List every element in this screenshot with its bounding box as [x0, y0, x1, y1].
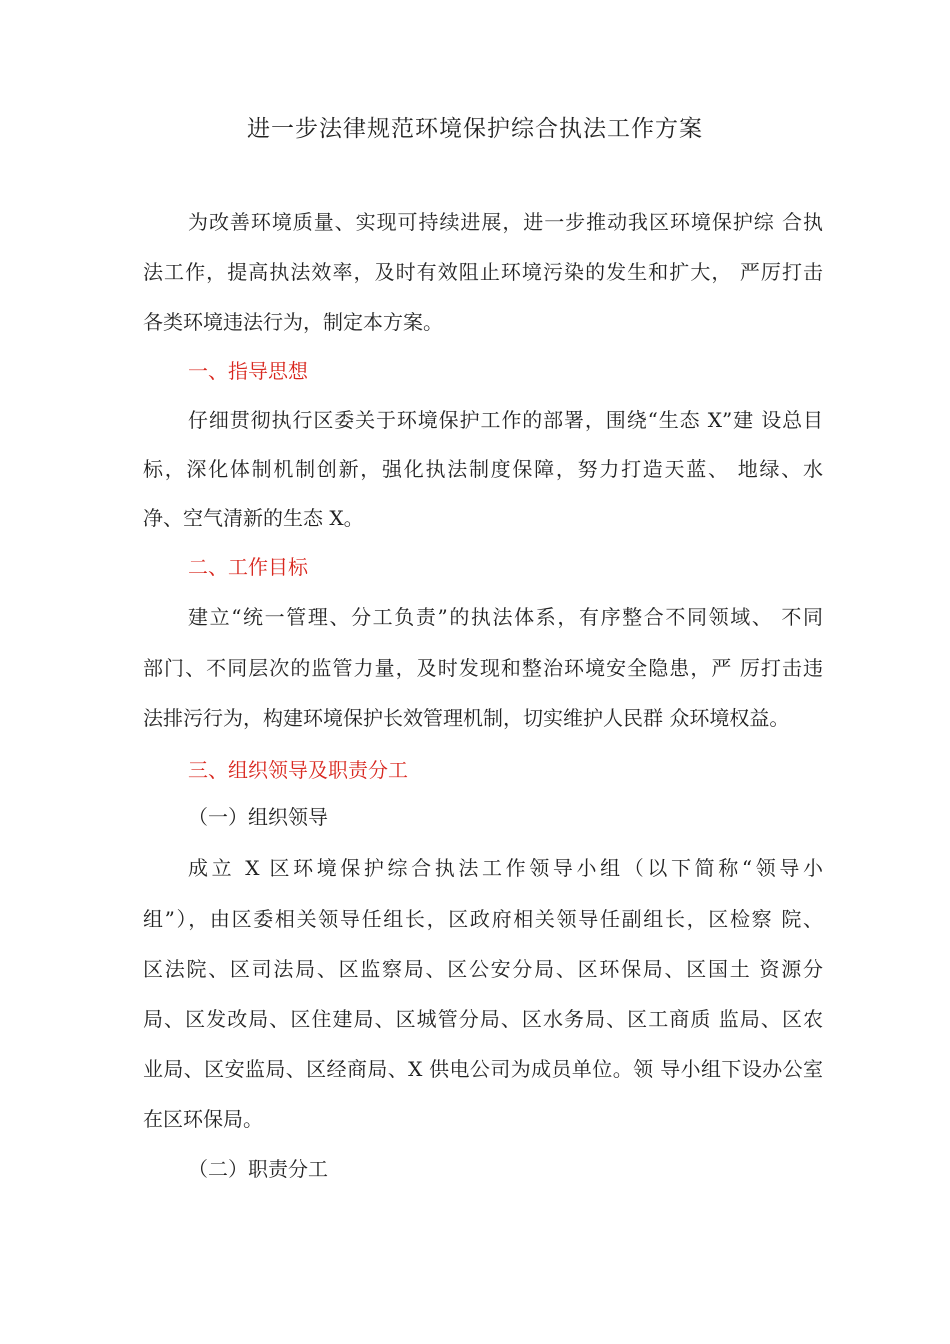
subsection-responsibilities: （二）职责分工 — [188, 1157, 328, 1181]
section3-line-3: 区法院、区司法局、区监察局、区公安分局、区环保局、区国土 资源分 — [143, 957, 823, 981]
subsection-organization-leadership: （一）组织领导 — [188, 805, 328, 829]
intro-line-3: 各类环境违法行为，制定本方案。 — [143, 310, 443, 334]
section1-line-1: 仔细贯彻执行区委关于环境保护工作的部署，围绕“生态 X”建 设总目 — [188, 408, 823, 432]
section3-line-6: 在区环保局。 — [143, 1107, 263, 1131]
section1-line-2: 标，深化体制机制创新，强化执法制度保障，努力打造天蓝、 地绿、水 — [143, 457, 823, 481]
intro-line-1: 为改善环境质量、实现可持续进展，进一步推动我区环境保护综 合执 — [188, 210, 823, 234]
section2-line-1: 建立“统一管理、分工负责”的执法体系，有序整合不同领域、 不同 — [188, 605, 823, 629]
section-heading-work-goals: 二、工作目标 — [188, 555, 308, 579]
section2-line-3: 法排污行为，构建环境保护长效管理机制，切实维护人民群 众环境权益。 — [143, 706, 790, 730]
section-heading-guiding-thought: 一、指导思想 — [188, 359, 308, 383]
document-title: 进一步法律规范环境保护综合执法工作方案 — [247, 116, 703, 142]
intro-line-2: 法工作，提高执法效率，及时有效阻止环境污染的发生和扩大， 严厉打击 — [143, 260, 823, 284]
section3-line-5: 业局、区安监局、区经商局、X 供电公司为成员单位。领 导小组下设办公室 — [143, 1057, 823, 1081]
section1-line-3: 净、空气清新的生态 X。 — [143, 506, 364, 530]
section3-line-4: 局、区发改局、区住建局、区城管分局、区水务局、区工商质 监局、区农 — [143, 1007, 823, 1031]
section3-line-1: 成立 X 区环境保护综合执法工作领导小组（以下简称“领导小 — [188, 856, 823, 880]
section-heading-organization: 三、组织领导及职责分工 — [188, 758, 408, 782]
section3-line-2: 组”），由区委相关领导任组长，区政府相关领导任副组长，区检察 院、 — [143, 907, 823, 931]
section2-line-2: 部门、不同层次的监管力量，及时发现和整治环境安全隐患，严 厉打击违 — [143, 656, 823, 680]
